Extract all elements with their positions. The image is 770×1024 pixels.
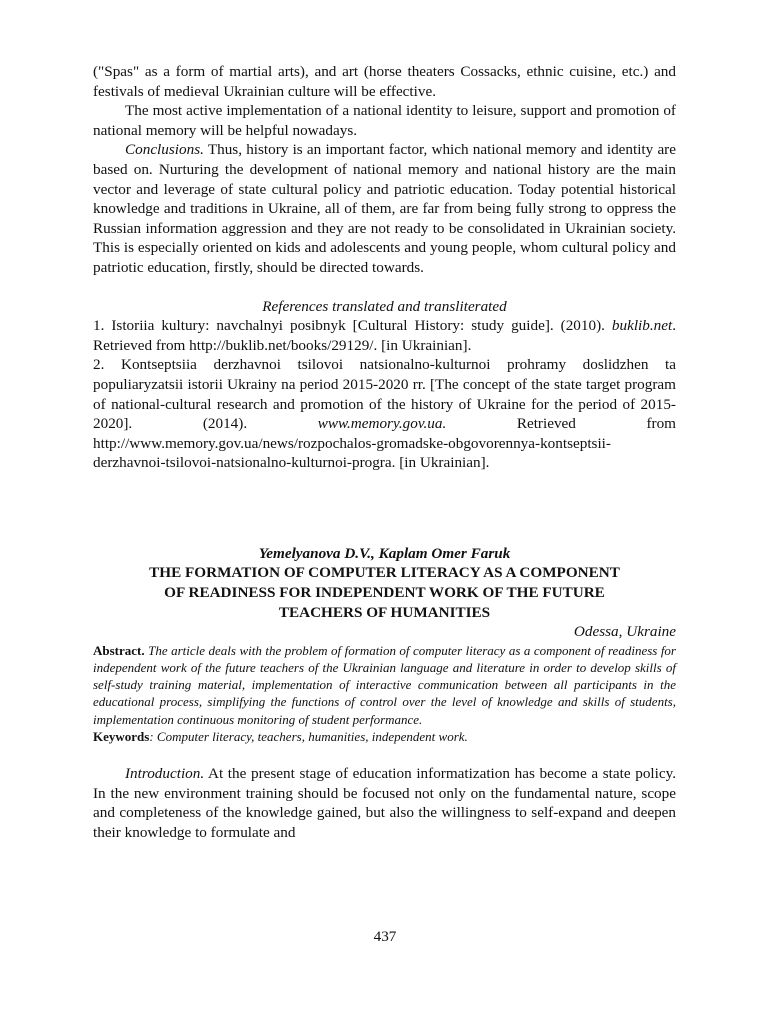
article-authors: Yemelyanova D.V., Kaplam Omer Faruk xyxy=(258,544,511,562)
reference-1-site: buklib.net xyxy=(611,317,673,335)
article-place: Odessa, Ukraine xyxy=(573,623,676,641)
abstract-label: Abstract. xyxy=(93,642,145,658)
introduction-label: Introduction. xyxy=(125,765,205,783)
article-title-line-1: THE FORMATION OF COMPUTER LITERACY AS A COMPONENT xyxy=(149,564,620,582)
references-heading: References translated and transliterated xyxy=(262,297,507,315)
body-paragraph-2: The most active implementation of a national identity to leisure, support and promotion of national memory will be helpful nowadays. xyxy=(93,102,676,139)
article-title-line-2: OF READINESS FOR INDEPENDENT WORK OF THE FUTURE xyxy=(164,584,605,602)
reference-2-site: www.memory.gov.ua. xyxy=(317,415,447,433)
reference-1 xyxy=(93,316,676,355)
abstract-text: The article deals with the problem of formation of computer literacy as a component of readiness for independent work of the future teachers of the Ukrainian language and literature in order to develop skills of self-study training material, implementation of interactive communication between all participants in the educational process, simplifying the functions of control over the level of knowledge and skills of students, implementation continuous monitoring of student performance. xyxy=(93,642,676,727)
reference-2-retrieved: Retrieved from http://www.memory.gov.ua/news/rozpochalos-gromadske-obgovorennya-kontseptsii-derzhavnoi-tsilovoi-natsionalno-kulturnoi-progra. [in Ukrainian]. xyxy=(93,415,676,472)
reference-2 xyxy=(93,355,676,473)
body-paragraph-1: ("Spas" as a form of martial arts), and art (horse theaters Cossacks, ethnic cuisine, etc.) and festivals of medieval Ukrainian culture will be effective. xyxy=(93,63,676,100)
abstract-paragraph xyxy=(93,642,676,728)
conclusions-text: Thus, history is an important factor, which national memory and identity are based on. Nurturing the development of national memory and national history are the main vector and leverage of state cultural policy and patriotic education. Today potential historical knowledge and traditions in Ukraine, all of them, are far from being fully strong to oppress the Russian information aggression and they are not ready to be consolidated in Ukrainian society. This is especially oriented on kids and adolescents and young people, whom cultural policy and patriotic education, firstly, should be directed towards. xyxy=(93,141,676,276)
conclusions-label: Conclusions. xyxy=(125,141,204,159)
keywords-paragraph xyxy=(93,728,676,745)
page-number: 437 xyxy=(373,928,397,945)
introduction-text: At the present stage of education informatization has become a state policy. In the new environment training should be focused not only on the fundamental nature, scope and completeness of the knowledge gained, but also the willingness to self-expand and deepen their knowledge to formulate and xyxy=(93,765,676,841)
reference-2-text: 2. Kontseptsiia derzhavnoi tsilovoi natsionalno-kulturnoi prohramy doslidzhen ta populiaryzatsii istorii Ukrainy na period 2015-2020 rr. [The concept of the state target program of national-cultural research and promotion of the history of Ukraine for the period of 2015-2020]. (2014). xyxy=(93,356,676,433)
conclusions-paragraph xyxy=(93,140,676,277)
reference-1-retrieved: . Retrieved from http://buklib.net/books/29129/. [in Ukrainian]. xyxy=(93,317,676,354)
article-title-line-3: TEACHERS OF HUMANITIES xyxy=(278,603,491,621)
page-content xyxy=(93,62,676,842)
reference-1-text: 1. Istoriia kultury: navchalnyi posibnyk [Cultural History: study guide]. (2010). xyxy=(93,317,612,335)
keywords-label: Keywords xyxy=(93,728,150,744)
introduction-paragraph xyxy=(93,764,676,842)
keywords-text: : Computer literacy, teachers, humanities, independent work. xyxy=(149,728,468,744)
